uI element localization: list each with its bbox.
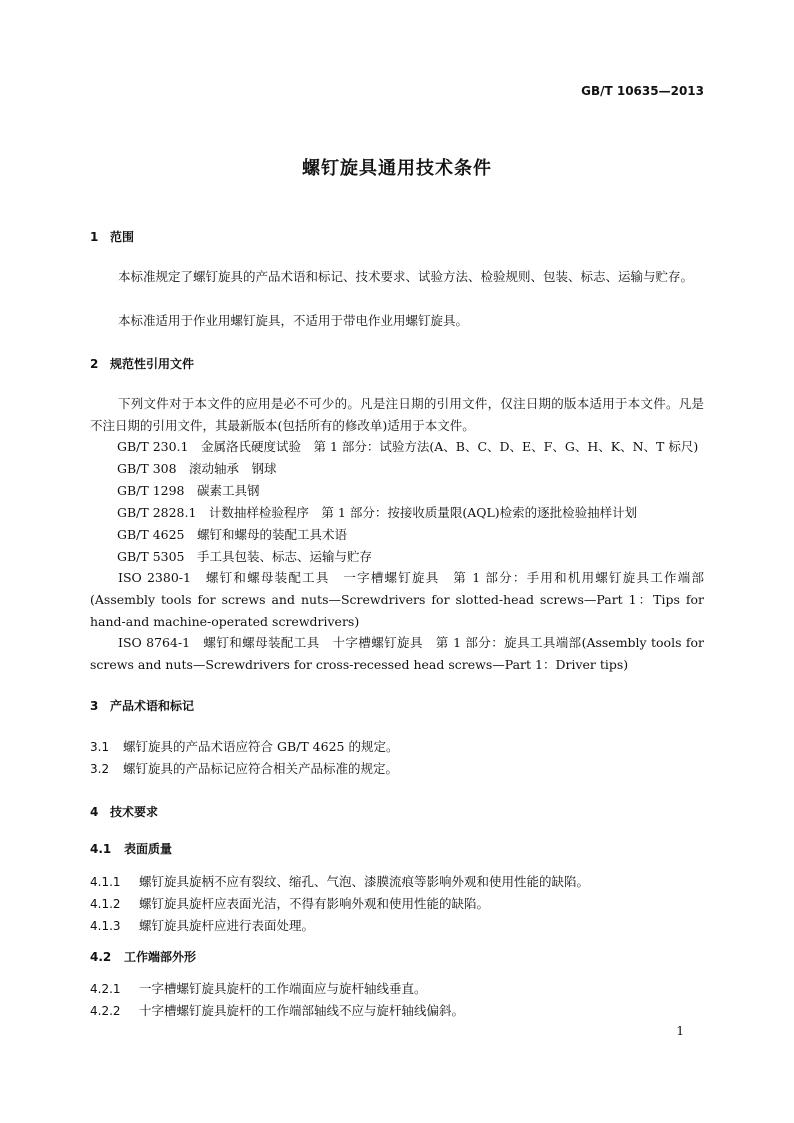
clause-item <box>90 979 427 997</box>
clause-number: 4.2.2 <box>90 1004 121 1018</box>
reference-item: GB/T 230.1 金属洛氏硬度试验 第 1 部分：试验方法(A、B、C、D、E、F、G、H、K、N、T 标尺) <box>117 439 699 454</box>
reference-item: GB/T 4625 螺钉和螺母的装配工具术语 <box>117 527 348 542</box>
scope-paragraph-2: 本标准适用于作业用螺钉旋具，不适用于带电作业用螺钉旋具。 <box>118 313 469 328</box>
clause-number: 4.1.1 <box>90 875 121 889</box>
clause-text: 螺钉旋具的产品标记应符合相关产品标准的规定。 <box>123 761 399 776</box>
reference-item: GB/T 5305 手工具包装、标志、运输与贮存 <box>117 549 373 564</box>
section-title: 规范性引用文件 <box>110 357 195 371</box>
clause-item <box>90 759 398 777</box>
reference-item: GB/T 2828.1 计数抽样检验程序 第 1 部分：按接收质量限(AQL)检索的逐批检验抽样计划 <box>117 505 638 520</box>
clause-text: 十字槽螺钉旋具旋杆的工作端部轴线不应与旋杆轴线偏斜。 <box>139 1003 465 1018</box>
section-1-heading <box>90 228 134 245</box>
section-4-heading <box>90 803 158 820</box>
reference-item: GB/T 308 滚动轴承 钢球 <box>117 461 277 476</box>
clause-item <box>90 872 589 890</box>
clause-number: 4.1.3 <box>90 919 121 933</box>
section-number: 4.2 <box>90 950 112 964</box>
section-number: 4.1 <box>90 842 112 856</box>
clause-number: 3.2 <box>90 762 110 776</box>
clause-item <box>90 1001 464 1019</box>
clause-text: 螺钉旋具旋柄不应有裂纹、缩孔、气泡、漆膜流痕等影响外观和使用性能的缺陷。 <box>139 874 590 889</box>
section-number: 3 <box>90 699 99 713</box>
clause-text: 螺钉旋具旋杆应进行表面处理。 <box>139 918 315 933</box>
section-number: 1 <box>90 230 99 244</box>
section-title: 工作端部外形 <box>124 950 197 964</box>
page-number: 1 <box>676 1024 684 1038</box>
section-title: 范围 <box>110 230 135 244</box>
section-number: 2 <box>90 357 99 371</box>
clause-item <box>90 894 489 912</box>
reference-item-long: ISO 8764-1 螺钉和螺母装配工具 十字槽螺钉旋具 第 1 部分：旋具工具端部(Assembly tools for screws and nuts—Screwdrivers for cross-recessed head screws—Part 1：Driver tips) <box>90 635 704 672</box>
clause-text: 一字槽螺钉旋具旋杆的工作端面应与旋杆轴线垂直。 <box>139 981 427 996</box>
page-title: 螺钉旋具通用技术条件 <box>302 158 492 179</box>
section-3-heading <box>90 697 194 714</box>
clause-number: 4.2.1 <box>90 982 121 996</box>
section-title: 产品术语和标记 <box>110 699 195 713</box>
reference-item-long: ISO 2380-1 螺钉和螺母装配工具 一字槽螺钉旋具 第 1 部分：手用和机用螺钉旋具工作端部(Assembly tools for screws and nuts—Screwdrivers for slotted-head screws—Part 1：Tips for hand-and machine-operated screwdrivers) <box>90 570 704 629</box>
clause-number: 3.1 <box>90 740 110 754</box>
clause-item <box>90 737 398 755</box>
section-title: 表面质量 <box>124 842 173 856</box>
clause-text: 螺钉旋具的产品术语应符合 GB/T 4625 的规定。 <box>123 739 399 754</box>
section-4-2-heading <box>90 948 196 965</box>
section-title: 技术要求 <box>110 805 159 819</box>
scope-paragraph-1: 本标准规定了螺钉旋具的产品术语和标记、技术要求、试验方法、检验规则、包装、标志、运输与贮存。 <box>118 269 694 284</box>
section-4-1-heading <box>90 840 172 857</box>
references-intro: 下列文件对于本文件的应用是必不可少的。凡是注日期的引用文件，仅注日期的版本适用于本文件。凡是不注日期的引用文件，其最新版本(包括所有的修改单)适用于本文件。 <box>90 396 704 433</box>
standard-code: GB/T 10635—2013 <box>581 84 704 98</box>
section-2-heading <box>90 355 194 372</box>
clause-text: 螺钉旋具旋杆应表面光洁，不得有影响外观和使用性能的缺陷。 <box>139 896 490 911</box>
reference-item: GB/T 1298 碳素工具钢 <box>117 483 260 498</box>
section-number: 4 <box>90 805 99 819</box>
clause-item <box>90 916 314 934</box>
clause-number: 4.1.2 <box>90 897 121 911</box>
